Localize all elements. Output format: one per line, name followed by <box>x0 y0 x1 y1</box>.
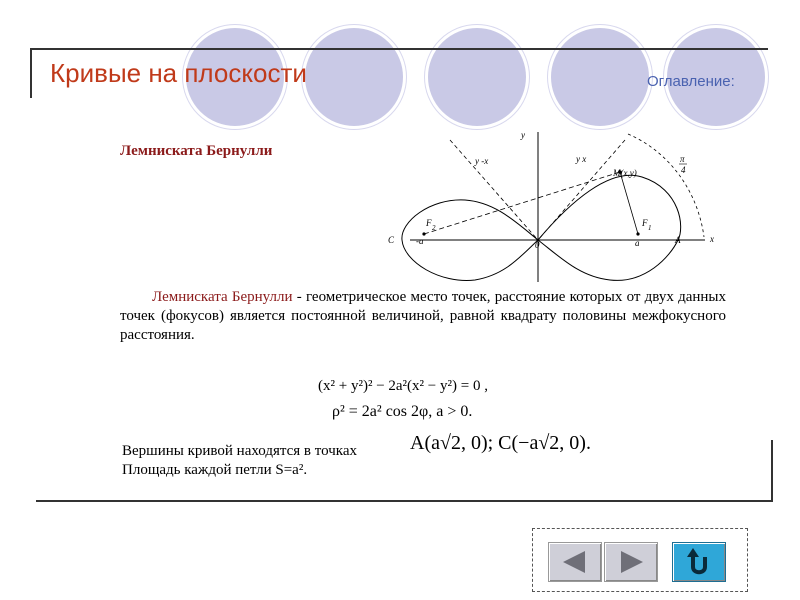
prev-button[interactable] <box>548 542 602 582</box>
label-x-axis: x <box>710 234 714 244</box>
bottom-rule <box>36 500 773 502</box>
line-y-neg-x <box>450 140 538 240</box>
vertices-text <box>122 442 357 480</box>
area-line: Площадь каждой петли S=a². <box>122 462 308 478</box>
label-F2-sub: 2 <box>432 224 436 232</box>
label-line-neg: y -x <box>475 156 489 166</box>
next-button[interactable] <box>604 542 658 582</box>
label-F1-sub: 1 <box>648 224 652 232</box>
label-pi-den: 4 <box>681 165 686 175</box>
label-point-M: M(x,y) <box>613 168 637 178</box>
label-F1: F <box>642 218 648 228</box>
decor-circle <box>548 25 652 129</box>
label-A: A <box>675 235 681 245</box>
definition-lead: Лемниската Бернулли <box>152 289 293 305</box>
lemniscate-diagram <box>380 122 720 287</box>
decor-circle <box>302 25 406 129</box>
focal-line-F1-M <box>620 172 638 234</box>
vertices-line: Вершины кривой находятся в точках <box>122 443 357 459</box>
triangle-right-icon <box>605 543 657 581</box>
definition-body: - геометрическое место точек, расстояние которых от двух данных точек (фокусов) является постоянной величиной, равной квадрату половины межфокусного расстояния. <box>120 289 726 343</box>
decor-circle <box>425 25 529 129</box>
definition-text <box>120 288 726 345</box>
focal-line-F2-M <box>424 172 620 234</box>
polar-equation: ρ² = 2a² cos 2φ, a > 0. <box>332 403 473 420</box>
page-title: Кривые на плоскости <box>50 58 307 88</box>
toc-link[interactable]: Оглавление: <box>647 73 735 90</box>
label-F2: F <box>426 218 432 228</box>
left-rule <box>30 48 32 98</box>
label-C: C <box>388 235 395 245</box>
cartesian-equation: (x² + y²)² − 2a²(x² − y²) = 0 , <box>318 378 488 394</box>
vertices-formula: A(a√2, 0); C(−a√2, 0). <box>410 432 591 454</box>
return-button[interactable] <box>672 542 726 582</box>
u-turn-arrow-icon <box>673 543 725 581</box>
label-a: a <box>635 238 640 248</box>
section-subtitle: Лемниската Бернулли <box>120 143 273 159</box>
label-y-axis: y <box>521 130 525 140</box>
angle-arc <box>628 134 704 237</box>
point-F1 <box>636 232 639 235</box>
top-rule <box>30 48 768 50</box>
label-origin: 0 <box>535 240 540 250</box>
label-pi: π <box>680 154 685 164</box>
triangle-left-icon <box>549 543 601 581</box>
right-rule <box>771 440 773 500</box>
label-minus-a: -a <box>416 236 424 246</box>
label-line-pos: y x <box>576 154 587 164</box>
